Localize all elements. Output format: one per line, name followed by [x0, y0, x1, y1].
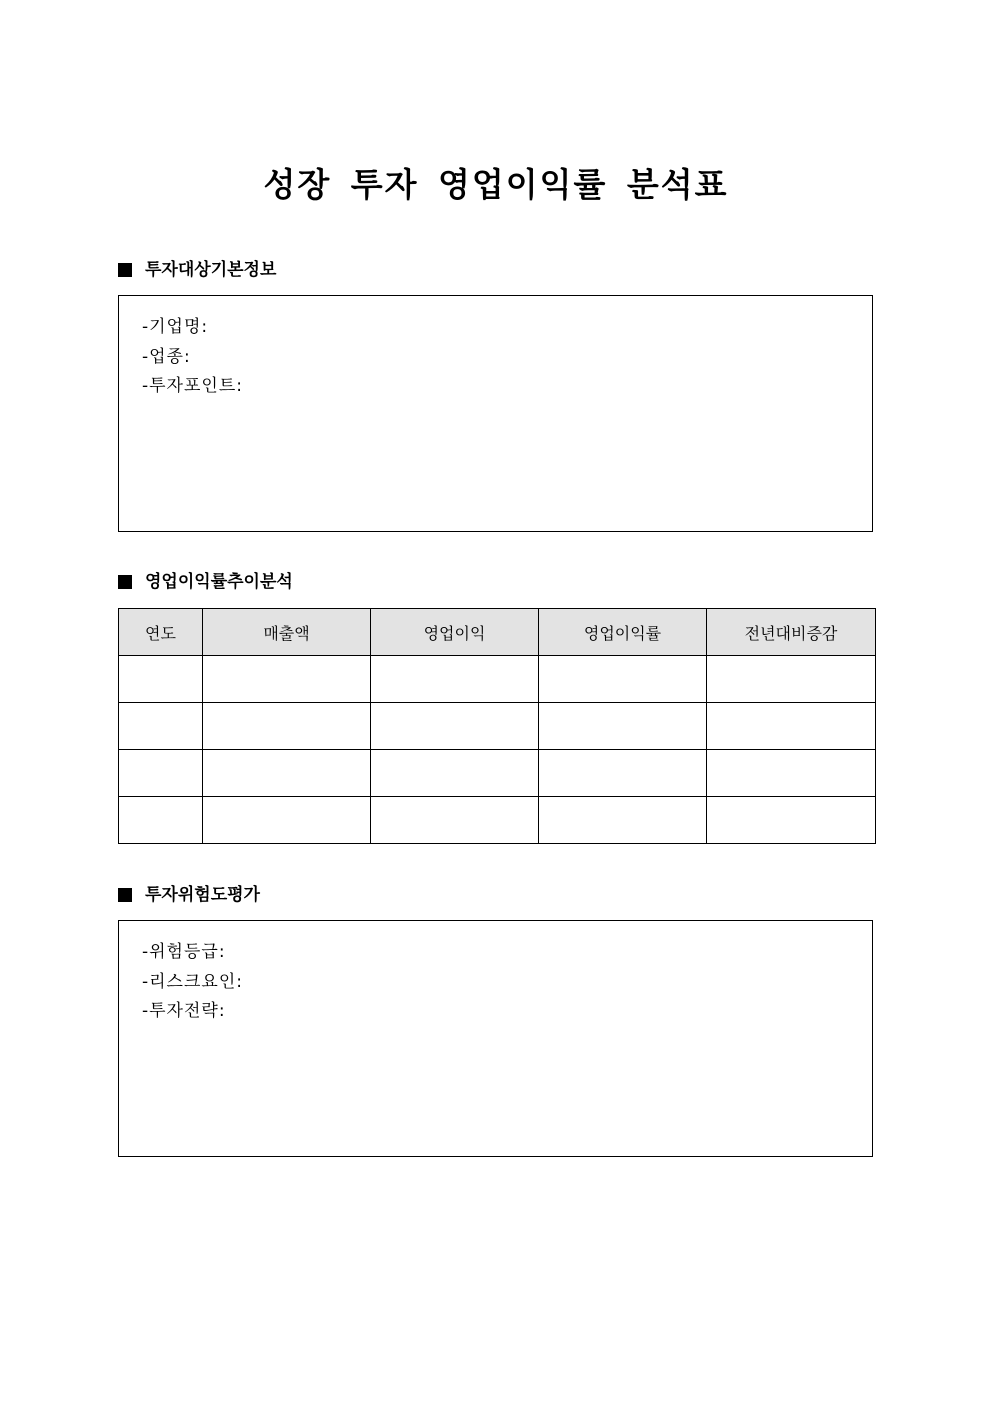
section-heading-basic-info — [118, 258, 276, 282]
investment-strategy-field: -투자전략: — [142, 1001, 226, 1021]
section-heading-label: 투자대상기본정보 — [145, 260, 277, 280]
section-heading-label: 투자위험도평가 — [145, 885, 260, 905]
table-cell — [203, 797, 371, 844]
risk-eval-box — [118, 920, 873, 1157]
table-cell — [371, 656, 539, 703]
table-row — [119, 750, 876, 797]
section-heading-label: 영업이익률추이분석 — [145, 572, 293, 592]
table-cell — [707, 703, 876, 750]
section-heading-trend — [118, 570, 293, 594]
table-cell — [371, 703, 539, 750]
table-cell — [119, 797, 203, 844]
table-cell — [539, 797, 707, 844]
company-name-field: -기업명: — [142, 317, 209, 337]
risk-factors-field: -리스크요인: — [142, 972, 243, 992]
table-cell — [539, 656, 707, 703]
table-cell — [119, 750, 203, 797]
table-cell — [707, 797, 876, 844]
square-bullet-icon — [118, 888, 132, 902]
column-header-year: 연도 — [119, 609, 203, 656]
table-cell — [119, 703, 203, 750]
table-cell — [539, 703, 707, 750]
table-cell — [203, 750, 371, 797]
table-row — [119, 656, 876, 703]
column-header-operating-margin: 영업이익률 — [539, 609, 707, 656]
table-header-row — [119, 609, 876, 656]
industry-field: -업종: — [142, 347, 191, 367]
table-cell — [119, 656, 203, 703]
table-cell — [707, 750, 876, 797]
table-cell — [371, 750, 539, 797]
table-cell — [203, 703, 371, 750]
investment-point-field: -투자포인트: — [142, 376, 243, 396]
square-bullet-icon — [118, 575, 132, 589]
risk-grade-field: -위험등급: — [142, 942, 226, 962]
column-header-yoy-change: 전년대비증감 — [707, 609, 876, 656]
table-row — [119, 797, 876, 844]
column-header-operating-profit: 영업이익 — [371, 609, 539, 656]
section-heading-risk — [118, 883, 260, 907]
table-cell — [707, 656, 876, 703]
page-title: 성장 투자 영업이익률 분석표 — [263, 165, 729, 204]
table-cell — [203, 656, 371, 703]
table-row — [119, 703, 876, 750]
basic-info-box — [118, 295, 873, 532]
table-cell — [371, 797, 539, 844]
square-bullet-icon — [118, 263, 132, 277]
operating-margin-table — [118, 608, 876, 844]
column-header-revenue: 매출액 — [203, 609, 371, 656]
table-cell — [539, 750, 707, 797]
